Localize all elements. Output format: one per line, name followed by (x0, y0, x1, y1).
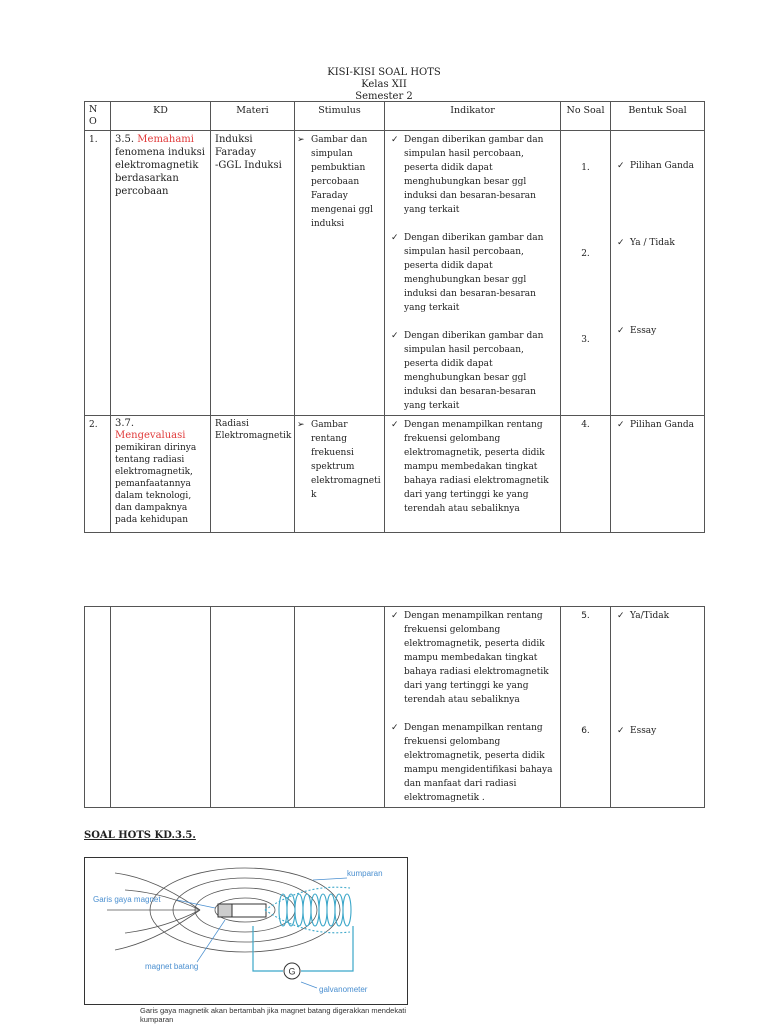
cell-materi (211, 607, 295, 808)
indikator-item: ✓ Dengan diberikan gambar dan simpulan hasil percobaan, peserta didik dapat menghubungkan besar ggl induksi dan besaran-besaran yang terkait (389, 133, 556, 217)
kd-verb: Memahami (137, 134, 194, 145)
bentuk-item: ✓ Ya/Tidak (615, 609, 669, 623)
kisi-kisi-table-continued (84, 606, 705, 808)
label-galvanometer: galvanometer (319, 985, 368, 994)
bentuk-item: ✓ Pilihan Ganda (615, 159, 694, 173)
kd-code: 3.5. (115, 134, 135, 145)
no-soal-item: 3. (581, 335, 590, 345)
induction-diagram (85, 858, 407, 1004)
col-header-kd: KD (111, 102, 211, 131)
indikator-item: ✓ Dengan diberikan gambar dan simpulan hasil percobaan, peserta didik dapat menghubungkan besar ggl induksi dan besaran-besaran yang terkait (389, 329, 556, 413)
cell-no: 1. (85, 131, 111, 416)
col-header-materi: Materi (211, 102, 295, 131)
table-row (85, 416, 705, 533)
no-soal-item: 6. (581, 726, 590, 736)
doc-semester: Semester 2 (355, 91, 413, 102)
no-soal-item: 5. (581, 611, 590, 621)
col-header-no: N O (85, 102, 111, 131)
indikator-item: ✓ Dengan menampilkan rentang frekuensi gelombang elektromagnetik, peserta didik mampu mengidentifikasi bahaya dan manfaat dari radiasi elektromagnetik . (389, 721, 556, 805)
table-row (85, 607, 705, 808)
bentuk-item: ✓ Essay (615, 724, 656, 738)
figure-caption: Garis gaya magnetik akan bertambah jika magnet batang digerakkan mendekati kumparan (140, 1006, 406, 1024)
indikator-item: ✓ Dengan menampilkan rentang frekuensi gelombang elektromagnetik, peserta didik mampu membedakan tingkat bahaya radiasi elektromagnetik dari yang tertinggi ke yang terendah atau sebaliknya (389, 418, 556, 516)
label-magnet-batang: magnet batang (145, 962, 199, 971)
doc-kelas: Kelas XII (361, 79, 407, 90)
cell-kd (111, 416, 211, 533)
table-header-row (85, 102, 705, 131)
faraday-figure (84, 857, 408, 1005)
kd-code: 3.7. (115, 418, 135, 429)
stimulus-text: ➢ Gambar rentang frekuensi spektrum elektromagneti k (299, 418, 380, 502)
bentuk-item: ✓ Essay (615, 324, 656, 338)
cell-bentuk-soal (611, 416, 705, 533)
galvanometer-icon (284, 963, 300, 979)
section-title: SOAL HOTS KD.3.5. (84, 830, 196, 841)
cell-stimulus (295, 607, 385, 808)
coil (265, 887, 351, 933)
galvanometer-symbol: G (288, 966, 296, 977)
stimulus-text: ➢ Gambar dan simpulan pembuktian percobaan Faraday mengenai ggl induksi (299, 133, 380, 231)
cell-kd (111, 131, 211, 416)
label-kumparan: kumparan (347, 869, 383, 878)
kisi-kisi-table (84, 101, 705, 533)
bar-magnet (218, 904, 266, 917)
cell-indikator (385, 416, 561, 533)
col-header-no-soal: No Soal (561, 102, 611, 131)
col-header-bentuk-soal: Bentuk Soal (611, 102, 705, 131)
indikator-item: ✓ Dengan diberikan gambar dan simpulan hasil percobaan, peserta didik dapat menghubungkan besar ggl induksi dan besaran-besaran yang terkait (389, 231, 556, 315)
cell-kd (111, 607, 211, 808)
cell-bentuk-soal (611, 131, 705, 416)
cell-bentuk-soal (611, 607, 705, 808)
kd-text: fenomena induksi elektromagnetik berdasarkan percobaan (115, 147, 205, 197)
no-soal-item: 1. (581, 163, 590, 173)
cell-stimulus (295, 416, 385, 533)
cell-no-soal (561, 607, 611, 808)
cell-indikator (385, 607, 561, 808)
kd-text: pemikiran dirinya tentang radiasi elektromagnetik, pemanfaatannya dalam teknologi, dan dampaknya pada kehidupan (115, 443, 197, 525)
cell-no-soal (561, 131, 611, 416)
kd-verb: Mengevaluasi (115, 430, 186, 441)
table-row (85, 131, 705, 416)
bentuk-item: ✓ Pilihan Ganda (615, 418, 700, 432)
bentuk-item: ✓ Ya / Tidak (615, 236, 675, 250)
cell-no: 2. (85, 416, 111, 533)
cell-materi: Induksi Faraday -GGL Induksi (211, 131, 295, 416)
no-soal-item: 2. (581, 249, 590, 259)
cell-stimulus (295, 131, 385, 416)
indikator-item: ✓ Dengan menampilkan rentang frekuensi gelombang elektromagnetik, peserta didik mampu membedakan tingkat bahaya radiasi elektromagnetik dari yang tertinggi ke yang terendah atau sebaliknya (389, 609, 556, 707)
cell-no-soal: 4. (561, 416, 611, 533)
cell-no (85, 607, 111, 808)
label-garis-gaya-magnet: Garis gaya magnet (93, 895, 161, 904)
doc-title: KISI-KISI SOAL HOTS (327, 67, 441, 78)
cell-materi: Radiasi Elektromagnetik (211, 416, 295, 533)
cell-indikator (385, 131, 561, 416)
col-header-indikator: Indikator (385, 102, 561, 131)
col-header-stimulus: Stimulus (295, 102, 385, 131)
